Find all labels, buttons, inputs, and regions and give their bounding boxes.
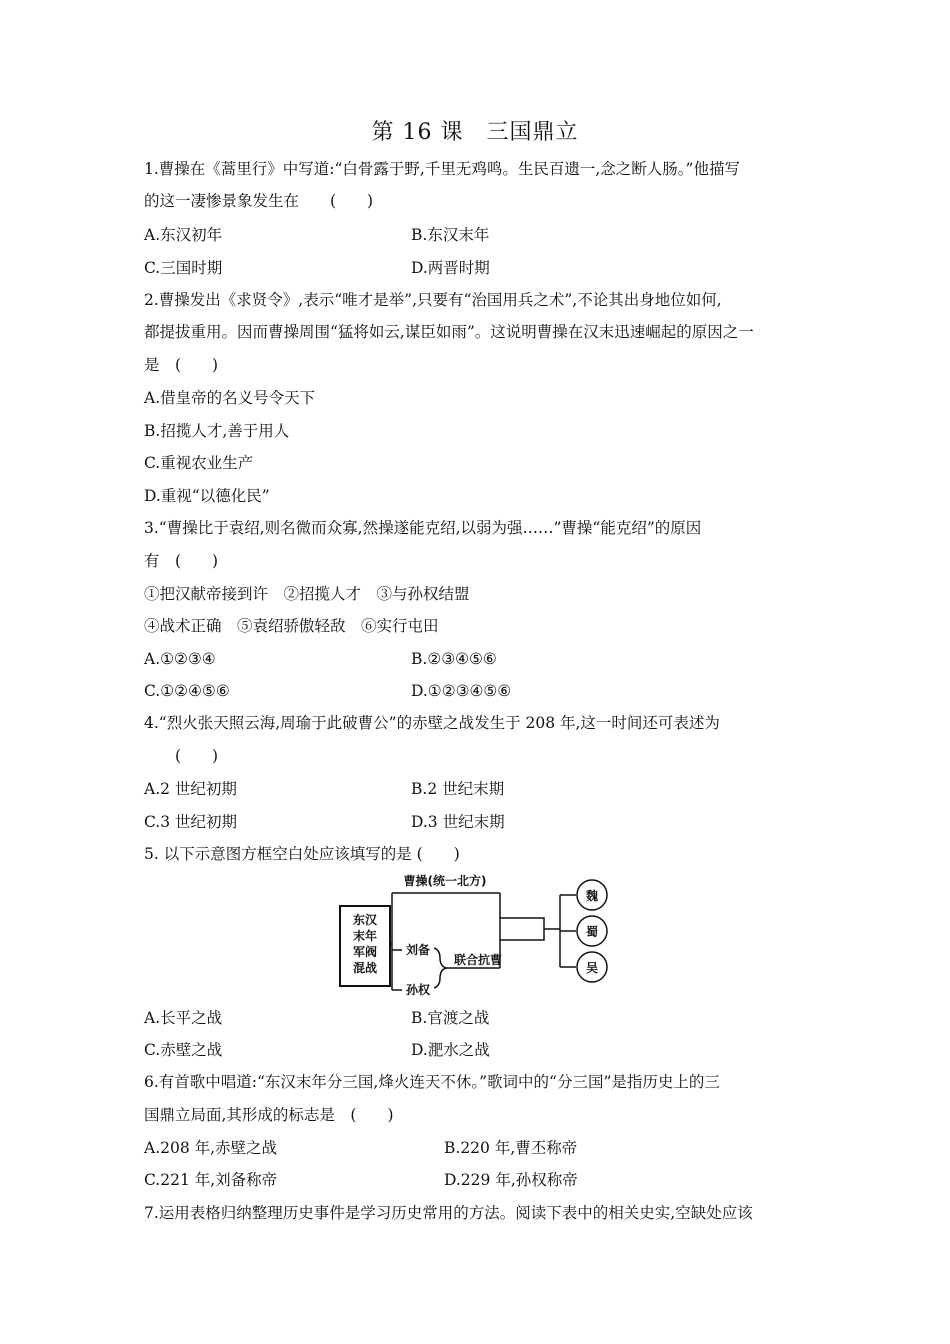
question-6-line-2: 国鼎立局面,其形成的标志是 ( ) bbox=[144, 1106, 394, 1124]
diagram-blank-box bbox=[500, 918, 544, 940]
question-2-line-2: 都提拔重用。因而曹操周围“猛将如云,谋臣如雨”。这说明曹操在汉末迅速崛起的原因之一 bbox=[144, 323, 754, 341]
question-5-option-c: C.赤壁之战 bbox=[144, 1041, 223, 1059]
diagram-left-text-1: 东汉 bbox=[352, 913, 378, 927]
question-3-line-2: 有 ( ) bbox=[144, 552, 219, 570]
diagram-wei-label: 魏 bbox=[585, 889, 599, 903]
question-2-option-b: B.招揽人才,善于用人 bbox=[144, 422, 290, 440]
diagram-alliance-label: 联合抗曹 bbox=[453, 953, 503, 967]
question-1-option-a: A.东汉初年 bbox=[144, 226, 223, 244]
question-2-option-a: A.借皇帝的名义号令天下 bbox=[144, 389, 316, 407]
question-4-option-c: C.3 世纪初期 bbox=[144, 813, 238, 831]
question-2-line-3: 是 ( ) bbox=[144, 356, 219, 374]
diagram-left-text-4: 混战 bbox=[352, 961, 378, 975]
question-3-line-3: ①把汉献帝接到许 ②招揽人才 ③与孙权结盟 bbox=[144, 585, 470, 603]
question-4-line-1: 4.“烈火张天照云海,周瑜于此破曹公”的赤壁之战发生于 208 年,这一时间还可表述为 bbox=[144, 714, 720, 732]
question-1-option-b: B.东汉末年 bbox=[411, 226, 490, 244]
diagram-left-text-2: 末年 bbox=[352, 929, 378, 943]
diagram-left-text-3: 军阀 bbox=[352, 945, 378, 959]
diagram-sunquan-label: 孙权 bbox=[405, 983, 431, 997]
question-1-option-d: D.两晋时期 bbox=[411, 259, 490, 277]
question-3-line-1: 3.“曹操比于袁绍,则名微而众寡,然操遂能克绍,以弱为强……”曹操“能克绍”的原因 bbox=[144, 519, 702, 537]
question-5-line-1: 5. 以下示意图方框空白处应该填写的是 ( ) bbox=[144, 845, 460, 863]
question-4-line-2: ( ) bbox=[144, 747, 219, 765]
diagram-caocao-label: 曹操(统一北方) bbox=[403, 874, 487, 888]
question-6-option-c: C.221 年,刘备称帝 bbox=[144, 1171, 278, 1189]
page-title: 第 16 课 三国鼎立 bbox=[371, 120, 579, 145]
question-5-option-b: B.官渡之战 bbox=[411, 1009, 490, 1027]
question-5-option-a: A.长平之战 bbox=[144, 1009, 223, 1027]
question-6-option-d: D.229 年,孙权称帝 bbox=[444, 1171, 578, 1189]
diagram-liubei-label: 刘备 bbox=[405, 943, 431, 957]
question-4-option-a: A.2 世纪初期 bbox=[144, 780, 237, 798]
question-3-option-a: A.①②③④ bbox=[144, 650, 216, 668]
question-3-option-d: D.①②③④⑤⑥ bbox=[411, 682, 512, 700]
question-1-line-2: 的这一凄惨景象发生在 ( ) bbox=[144, 192, 374, 210]
question-3-line-4: ④战术正确 ⑤袁绍骄傲轻敌 ⑥实行屯田 bbox=[144, 617, 439, 635]
diagram-shu-label: 蜀 bbox=[585, 925, 599, 939]
question-6-line-1: 6.有首歌中唱道:“东汉末年分三国,烽火连天不休。”歌词中的“分三国”是指历史上的三 bbox=[144, 1073, 720, 1091]
question-3-option-c: C.①②④⑤⑥ bbox=[144, 682, 230, 700]
question-1-option-c: C.三国时期 bbox=[144, 259, 223, 277]
question-5-option-d: D.淝水之战 bbox=[411, 1041, 490, 1059]
question-2-line-1: 2.曹操发出《求贤令》,表示“唯才是举”,只要有“治国用兵之术”,不论其出身地位如何, bbox=[144, 291, 722, 309]
question-4-option-b: B.2 世纪末期 bbox=[411, 780, 505, 798]
diagram-wu-label: 吴 bbox=[585, 961, 599, 975]
question-6-option-a: A.208 年,赤壁之战 bbox=[144, 1139, 278, 1157]
three-kingdoms-diagram bbox=[330, 868, 620, 998]
question-4-option-d: D.3 世纪末期 bbox=[411, 813, 505, 831]
question-1-line-1: 1.曹操在《蒿里行》中写道:“白骨露于野,千里无鸡鸣。生民百遗一,念之断人肠。”他描写 bbox=[144, 160, 740, 178]
question-6-option-b: B.220 年,曹丕称帝 bbox=[444, 1139, 578, 1157]
question-2-option-d: D.重视“以德化民” bbox=[144, 487, 270, 505]
question-2-option-c: C.重视农业生产 bbox=[144, 454, 254, 472]
question-3-option-b: B.②③④⑤⑥ bbox=[411, 650, 497, 668]
question-7-line-1: 7.运用表格归纳整理历史事件是学习历史常用的方法。阅读下表中的相关史实,空缺处应该 bbox=[144, 1204, 753, 1222]
